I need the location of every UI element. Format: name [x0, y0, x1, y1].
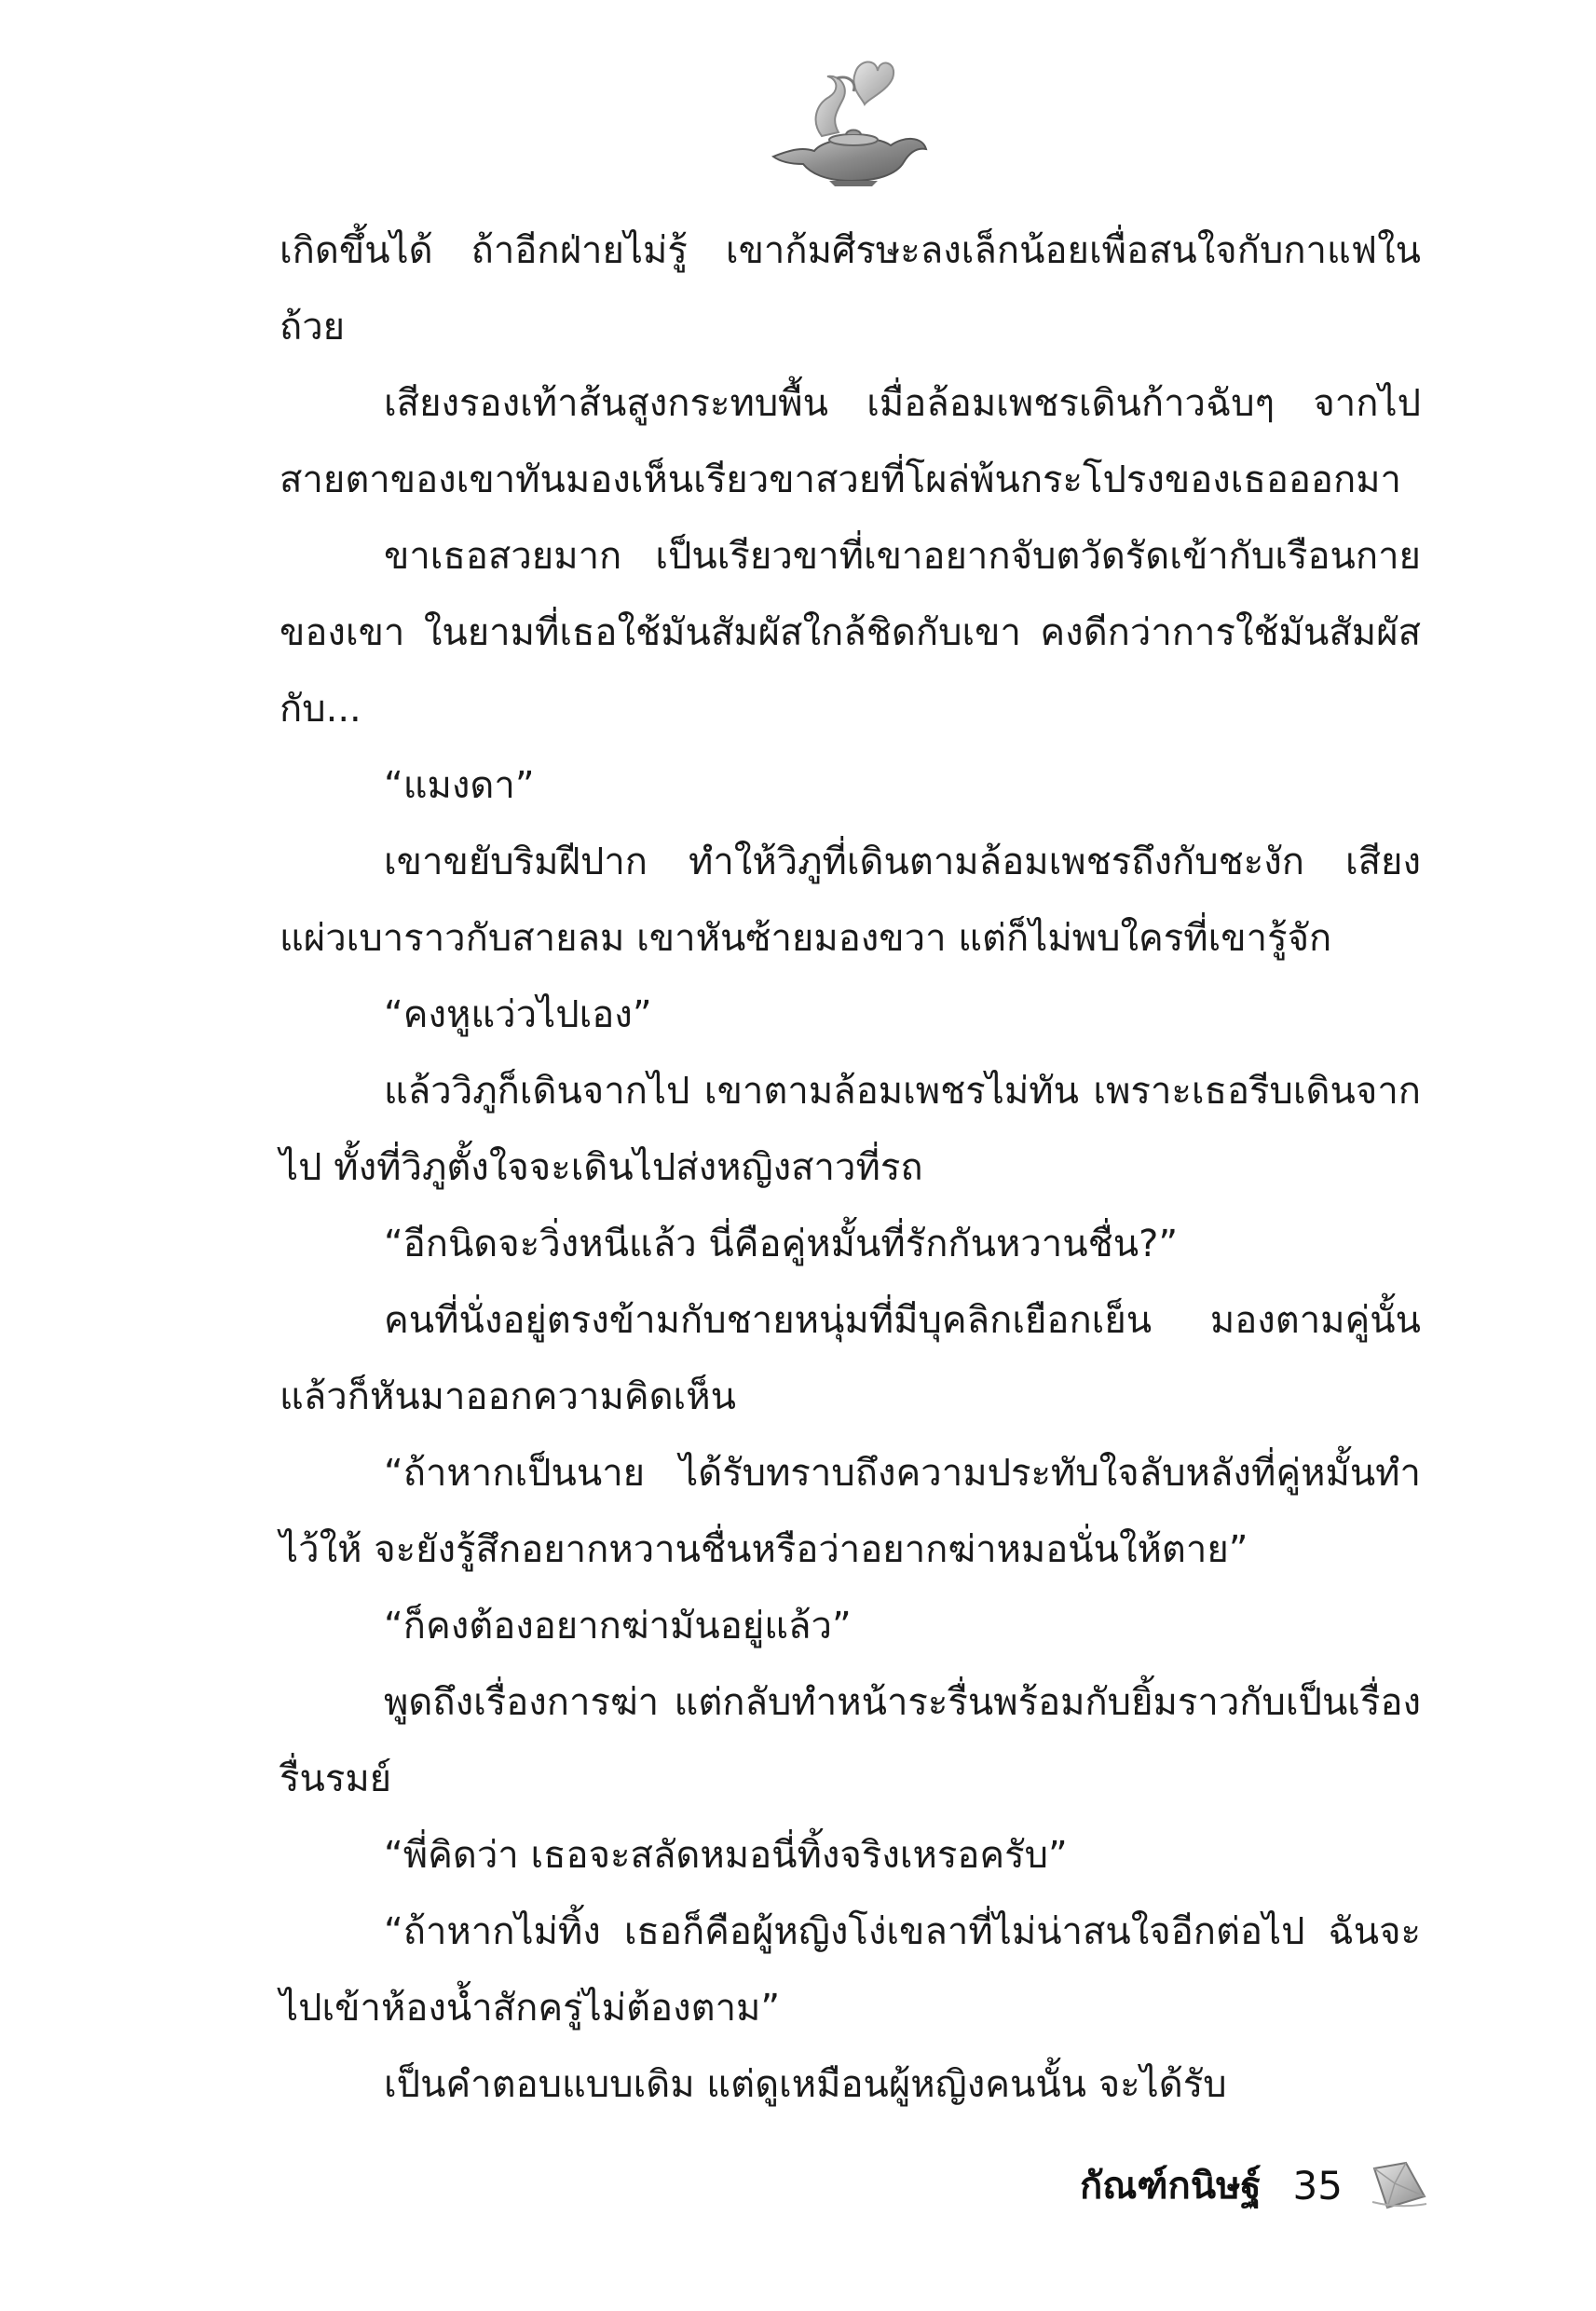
paragraph: เป็นคำตอบแบบเดิม แต่ดูเหมือนผู้หญิงคนนั้น จะได้รับ	[384, 2063, 1227, 2106]
dialogue-line: “ถ้าหากไม่ทิ้ง เธอก็คือผู้หญิงโง่เขลาที่ไม่น่าสนใจอีกต่อไป ฉันจะไปเข้าห้องน้ำสักครู่ไม่ต้องตาม”	[280, 1910, 1421, 2030]
page-footer	[1080, 2143, 1428, 2227]
dialogue-line: “พี่คิดว่า เธอจะสลัดหมอนี่ทิ้งจริงเหรอครับ”	[384, 1834, 1068, 1877]
diamond-icon	[1369, 2159, 1428, 2211]
page-number: 35	[1292, 2162, 1343, 2208]
dialogue-line: “ก็คงต้องอยากฆ่ามันอยู่แล้ว”	[384, 1605, 852, 1648]
dialogue-line: “อีกนิดจะวิ่งหนีแล้ว นี่คือคู่หมั้นที่รักกันหวานชื่น?”	[384, 1223, 1179, 1265]
dialogue-line: “ถ้าหากเป็นนาย ได้รับทราบถึงความประทับใจลับหลังที่คู่หมั้นทำไว้ให้ จะยังรู้สึกอยากหวานชื่นหรือว่าอยากฆ่าหมอนั่นให้ตาย”	[280, 1452, 1421, 1571]
dialogue-line: “แมงดา”	[384, 764, 535, 807]
body-text	[280, 212, 1421, 2123]
book-title: กัณฑ์กนิษฐ์	[1080, 2165, 1262, 2208]
paragraph: แล้ววิภูก็เดินจากไป เขาตามล้อมเพชรไม่ทัน เพราะเธอรีบเดินจากไป ทั้งที่วิภูตั้งใจจะเดินไปส่งหญิงสาวที่รถ	[280, 1070, 1421, 1189]
genie-lamp-heart-icon	[736, 47, 941, 186]
paragraph: คนที่นั่งอยู่ตรงข้ามกับชายหนุ่มที่มีบุคลิกเยือกเย็น มองตามคู่นั้นแล้วก็หันมาออกความคิดเห็น	[280, 1299, 1421, 1418]
paragraph: เกิดขึ้นได้ ถ้าอีกฝ่ายไม่รู้ เขาก้มศีรษะลงเล็กน้อยเพื่อสนใจกับกาแฟในถ้วย	[280, 229, 1421, 349]
paragraph: เสียงรองเท้าส้นสูงกระทบพื้น เมื่อล้อมเพชรเดินก้าวฉับๆ จากไป สายตาของเขาทันมองเห็นเรียวขาสวยที่โผล่พ้นกระโปรงของเธอออกมา	[280, 382, 1421, 501]
paragraph: ขาเธอสวยมาก เป็นเรียวขาที่เขาอยากจับตวัดรัดเข้ากับเรือนกายของเขา ในยามที่เธอใช้มันสัมผัสใกล้ชิดกับเขา คงดีกว่าการใช้มันสัมผัสกับ...	[280, 535, 1421, 731]
dialogue-line: “คงหูแว่วไปเอง”	[384, 993, 652, 1036]
paragraph: เขาขยับริมฝีปาก ทำให้วิภูที่เดินตามล้อมเพชรถึงกับชะงัก เสียงแผ่วเบาราวกับสายลม เขาหันซ้ายมองขวา แต่ก็ไม่พบใครที่เขารู้จัก	[280, 841, 1421, 960]
paragraph: พูดถึงเรื่องการฆ่า แต่กลับทำหน้าระรื่นพร้อมกับยิ้มราวกับเป็นเรื่องรื่นรมย์	[280, 1681, 1421, 1800]
